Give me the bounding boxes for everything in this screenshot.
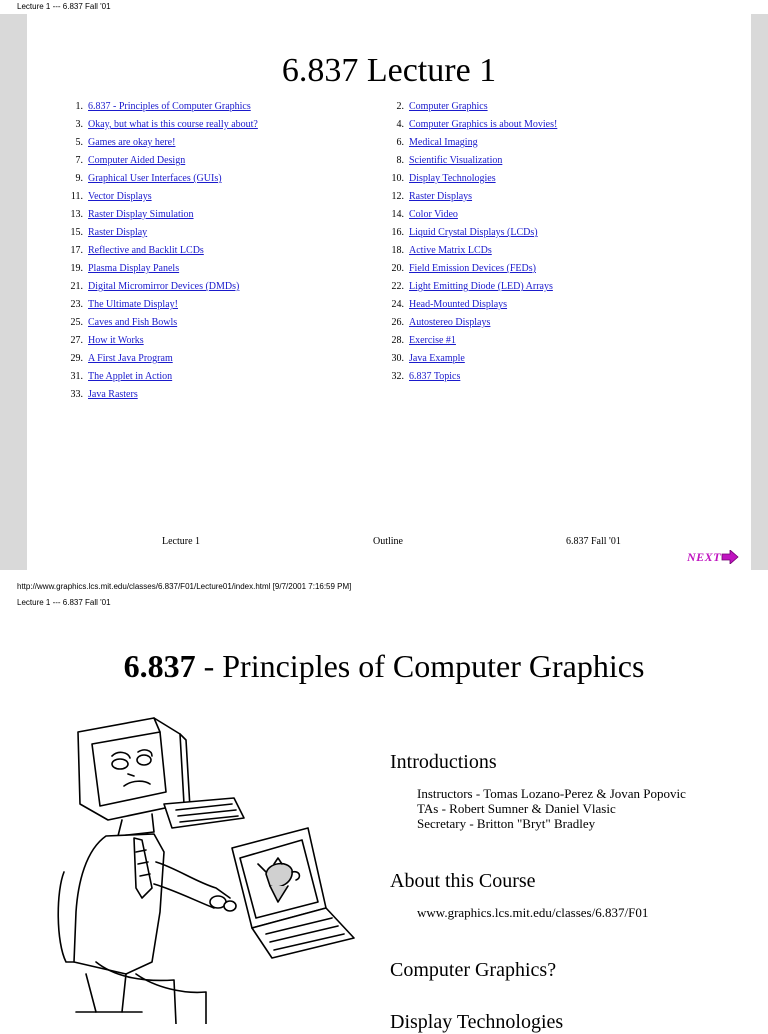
- toc-item: [380, 224, 557, 242]
- toc-left-column: [59, 98, 258, 404]
- toc-item-number: 4.: [396, 119, 404, 130]
- toc-item-number: 13.: [70, 209, 83, 220]
- toc-item: [59, 368, 258, 386]
- toc-item: [59, 98, 258, 116]
- toc-item-number: 22.: [391, 281, 404, 292]
- toc-item-link[interactable]: Head-Mounted Displays: [409, 299, 508, 310]
- toc-item-number: 30.: [391, 353, 404, 364]
- toc-item-link[interactable]: Computer Graphics: [409, 101, 488, 112]
- page-title: 6.837 Lecture 1: [281, 52, 497, 89]
- toc-item: [59, 350, 258, 368]
- computer-head-cartoon: [56, 712, 356, 1024]
- toc-item-link[interactable]: The Ultimate Display!: [88, 299, 178, 310]
- toc-item-number: 10.: [391, 173, 404, 184]
- toc-item: [380, 134, 557, 152]
- intro-line-3: Secretary - Britton "Bryt" Bradley: [417, 816, 596, 831]
- toc-item: [380, 278, 557, 296]
- toc-item-link[interactable]: Java Example: [409, 353, 465, 364]
- slide-content: [27, 14, 751, 570]
- toc-item: [380, 368, 557, 386]
- toc-item-number: 33.: [70, 389, 83, 400]
- toc-item: [59, 152, 258, 170]
- toc-item: [59, 188, 258, 206]
- toc-item-link[interactable]: Exercise #1: [409, 335, 456, 346]
- toc-item-link[interactable]: A First Java Program: [88, 353, 173, 364]
- toc-item-link[interactable]: Display Technologies: [409, 173, 496, 184]
- toc-item-number: 23.: [70, 299, 83, 310]
- toc-item-link[interactable]: Raster Display: [88, 227, 148, 238]
- page2-header: Lecture 1 --- 6.837 Fall '01: [17, 598, 111, 607]
- cg-question-heading: Computer Graphics?: [390, 959, 557, 981]
- toc-item-link[interactable]: Caves and Fish Bowls: [88, 317, 178, 328]
- toc-item: [380, 152, 557, 170]
- toc-item-number: 3.: [75, 119, 83, 130]
- toc-item-number: 14.: [391, 209, 404, 220]
- toc-item: [59, 242, 258, 260]
- toc-item: [380, 350, 557, 368]
- toc-item-link[interactable]: Graphical User Interfaces (GUIs): [88, 173, 222, 184]
- toc-item-number: 1.: [75, 101, 83, 112]
- toc-item-number: 9.: [75, 173, 83, 184]
- toc-item: [380, 98, 557, 116]
- course-label: 6.837 Fall '01: [566, 536, 621, 547]
- toc-item-link[interactable]: 6.837 Topics: [409, 371, 461, 382]
- toc-item: [59, 116, 258, 134]
- toc-item: [59, 224, 258, 242]
- toc-item-link[interactable]: Color Video: [409, 209, 458, 220]
- next-label: NEXT: [687, 549, 722, 564]
- toc-item-link[interactable]: Liquid Crystal Displays (LCDs): [409, 227, 538, 238]
- toc-item-link[interactable]: Digital Micromirror Devices (DMDs): [88, 281, 240, 292]
- toc-item-link[interactable]: The Applet in Action: [88, 371, 173, 382]
- toc-item-link[interactable]: Computer Aided Design: [88, 155, 186, 166]
- toc-item-link[interactable]: Okay, but what is this course really about?: [88, 119, 258, 130]
- toc-item: [59, 170, 258, 188]
- toc-item-link[interactable]: Light Emitting Diode (LED) Arrays: [409, 281, 553, 292]
- toc-item-number: 12.: [391, 191, 404, 202]
- toc-item: [59, 278, 258, 296]
- toc-item: [59, 332, 258, 350]
- display-tech-heading: Display Technologies: [390, 1011, 564, 1033]
- slide-frame: [0, 14, 768, 570]
- toc-item-link[interactable]: Scientific Visualization: [409, 155, 503, 166]
- intro-line-2: TAs - Robert Sumner & Daniel Vlasic: [417, 801, 616, 816]
- page-url: http://www.graphics.lcs.mit.edu/classes/6.837/F01/Lecture01/index.html [9/7/2001 7:16:59 PM]: [17, 582, 352, 591]
- arrow-right-icon: [721, 550, 739, 564]
- slide2-title: [0, 648, 768, 685]
- introductions-heading: Introductions: [390, 751, 497, 773]
- intro-line-1: Instructors - Tomas Lozano-Perez & Jovan Popovic: [417, 786, 686, 801]
- toc-item-link[interactable]: Medical Imaging: [409, 137, 478, 148]
- toc-item-number: 29.: [70, 353, 83, 364]
- toc-item-number: 24.: [391, 299, 404, 310]
- toc-item: [380, 170, 557, 188]
- toc-item: [380, 296, 557, 314]
- toc-item: [59, 206, 258, 224]
- toc-item-link[interactable]: Field Emission Devices (FEDs): [409, 263, 536, 274]
- toc-item: [59, 296, 258, 314]
- toc-item-number: 28.: [391, 335, 404, 346]
- toc-item: [59, 260, 258, 278]
- toc-item-number: 17.: [70, 245, 83, 256]
- toc-item-number: 5.: [75, 137, 83, 148]
- toc-item: [59, 386, 258, 404]
- toc-item: [380, 206, 557, 224]
- slide2: [0, 612, 768, 1033]
- toc-item: [380, 116, 557, 134]
- about-heading: About this Course: [390, 870, 536, 892]
- toc-item-number: 19.: [70, 263, 83, 274]
- toc-item-number: 18.: [391, 245, 404, 256]
- toc-item-link[interactable]: Vector Displays: [88, 191, 152, 202]
- lecture-link[interactable]: Lecture 1: [162, 536, 201, 547]
- toc-item-number: 26.: [391, 317, 404, 328]
- toc-item: [380, 314, 557, 332]
- toc-right-column: [380, 98, 557, 386]
- toc-item-number: 7.: [75, 155, 83, 166]
- title-bold: 6.837: [123, 648, 196, 684]
- toc-item-number: 6.: [396, 137, 404, 148]
- toc-item-number: 31.: [70, 371, 83, 382]
- toc-item-number: 21.: [70, 281, 83, 292]
- toc-item: [59, 314, 258, 332]
- toc-item-number: 2.: [396, 101, 404, 112]
- toc-item-number: 27.: [70, 335, 83, 346]
- toc-item: [380, 242, 557, 260]
- toc-item-link[interactable]: Active Matrix LCDs: [409, 245, 492, 256]
- page-header: Lecture 1 --- 6.837 Fall '01: [17, 2, 111, 11]
- outline-label: Outline: [373, 536, 403, 547]
- toc-item-link[interactable]: Java Rasters: [88, 389, 138, 400]
- toc-item-link[interactable]: 6.837 - Principles of Computer Graphics: [88, 101, 251, 112]
- next-button[interactable]: [687, 548, 747, 566]
- toc-item: [380, 260, 557, 278]
- toc-item: [380, 188, 557, 206]
- toc-item-link[interactable]: Raster Display Simulation: [88, 209, 194, 220]
- toc-item-number: 20.: [391, 263, 404, 274]
- toc-item-number: 32.: [391, 371, 404, 382]
- title-rest: - Principles of Computer Graphics: [195, 648, 645, 684]
- toc-item-number: 16.: [391, 227, 404, 238]
- toc-item-number: 25.: [70, 317, 83, 328]
- toc-item-number: 15.: [70, 227, 83, 238]
- toc-item-link[interactable]: Reflective and Backlit LCDs: [88, 245, 204, 256]
- toc-item-link[interactable]: Plasma Display Panels: [88, 263, 180, 274]
- toc-item-link[interactable]: Computer Graphics is about Movies!: [409, 119, 558, 130]
- course-url-link[interactable]: www.graphics.lcs.mit.edu/classes/6.837/F01: [417, 905, 649, 920]
- toc-item: [380, 332, 557, 350]
- toc-item-number: 11.: [70, 191, 83, 202]
- toc-item-link[interactable]: How it Works: [88, 335, 144, 346]
- toc-item-number: 8.: [396, 155, 404, 166]
- toc-item-link[interactable]: Autostereo Displays: [409, 317, 491, 328]
- toc-item: [59, 134, 258, 152]
- toc-item-link[interactable]: Raster Displays: [409, 191, 473, 202]
- toc-item-link[interactable]: Games are okay here!: [88, 137, 176, 148]
